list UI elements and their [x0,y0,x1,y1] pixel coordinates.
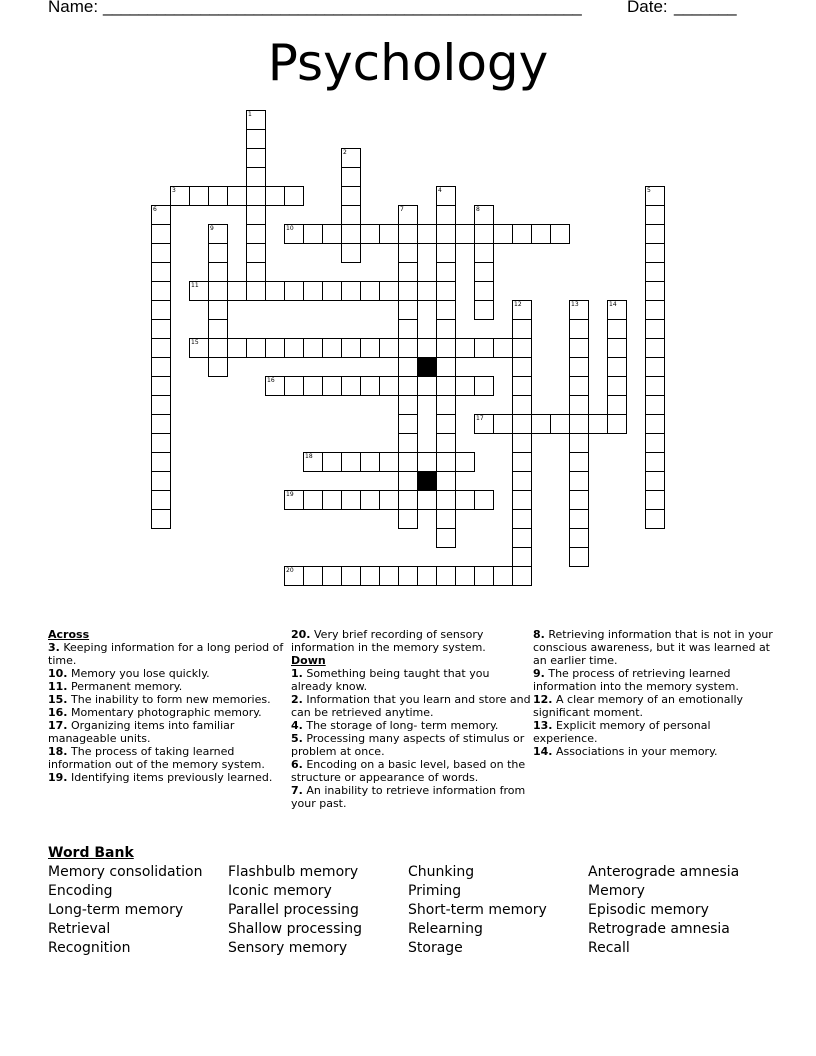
grid-cell[interactable] [246,129,266,149]
grid-cell[interactable] [151,433,171,453]
word-bank-item: Priming [408,883,462,899]
grid-cell[interactable] [436,528,456,548]
grid-cell[interactable] [493,338,513,358]
clues-column-1 [48,628,288,784]
word-bank-title: Word Bank [48,845,134,861]
cell-number-8: 8 [476,206,480,213]
grid-cell[interactable] [493,414,513,434]
grid-cell[interactable] [246,281,266,301]
grid-cell[interactable] [398,338,418,358]
name-label: Name: [48,0,99,16]
grid-cell[interactable] [474,262,494,282]
cell-number-18: 18 [305,453,313,460]
clue-down-12: 12. A clear memory of an emotionally significant moment. [533,693,744,719]
grid-cell[interactable] [436,395,456,415]
grid-cell[interactable] [474,338,494,358]
grid-cell[interactable] [455,338,475,358]
grid-cell[interactable] [512,357,532,377]
cell-number-6: 6 [153,206,157,213]
grid-cell[interactable] [227,338,247,358]
grid-cell[interactable] [341,281,361,301]
cell-number-3: 3 [172,187,176,194]
cell-number-14: 14 [609,301,617,308]
word-bank-item: Short-term memory [408,902,547,918]
word-bank-column-2 [228,863,362,958]
clue-down-13: 13. Explicit memory of personal experience. [533,719,711,745]
grid-cell[interactable] [474,566,494,586]
grid-cell[interactable] [436,471,456,491]
grid-cell[interactable] [398,566,418,586]
grid-cell[interactable] [341,205,361,225]
grid-cell[interactable] [208,262,228,282]
grid-cell[interactable] [246,243,266,263]
grid-cell[interactable] [246,262,266,282]
grid-cell[interactable] [265,281,285,301]
grid-cell[interactable] [341,490,361,510]
clue-down-2: 2. Information that you learn and store and can be retrieved anytime. [291,693,531,719]
grid-cell[interactable] [398,471,418,491]
grid-cell[interactable] [151,243,171,263]
clue-across-10: 10. Memory you lose quickly. [48,667,210,680]
grid-cell-blocked [417,471,437,491]
grid-cell[interactable] [569,338,589,358]
clue-down-5: 5. Processing many aspects of stimulus or problem at once. [291,732,525,758]
grid-cell[interactable] [645,452,665,472]
clue-across-20: 20. Very brief recording of sensory information in the memory system. [291,628,486,654]
grid-cell[interactable] [246,167,266,187]
word-bank-column-4 [588,863,739,958]
grid-cell[interactable] [512,471,532,491]
grid-cell[interactable] [512,224,532,244]
cell-number-4: 4 [438,187,442,194]
grid-cell[interactable] [398,376,418,396]
grid-cell[interactable] [607,414,627,434]
grid-cell[interactable] [569,357,589,377]
grid-cell[interactable] [417,490,437,510]
grid-cell-blocked [417,357,437,377]
clues-column-3 [533,628,773,758]
grid-cell[interactable] [341,224,361,244]
grid-cell[interactable] [322,224,342,244]
grid-cell[interactable] [474,243,494,263]
grid-cell[interactable] [569,509,589,529]
grid-cell[interactable] [151,300,171,320]
grid-cell[interactable] [569,490,589,510]
cell-number-17: 17 [476,415,484,422]
grid-cell[interactable] [569,528,589,548]
grid-cell[interactable] [398,224,418,244]
grid-cell[interactable] [512,528,532,548]
grid-cell[interactable] [436,357,456,377]
grid-cell[interactable] [436,281,456,301]
word-bank-item: Long-term memory [48,902,184,918]
cell-number-10: 10 [286,225,294,232]
grid-cell[interactable] [645,262,665,282]
grid-cell[interactable] [379,490,399,510]
grid-cell[interactable] [208,186,228,206]
grid-cell[interactable] [398,395,418,415]
grid-cell[interactable] [151,490,171,510]
grid-cell[interactable] [569,395,589,415]
grid-cell[interactable] [246,148,266,168]
grid-cell[interactable] [341,338,361,358]
grid-cell[interactable] [398,490,418,510]
clue-across-3: 3. Keeping information for a long period of time. [48,641,284,667]
grid-cell[interactable] [436,205,456,225]
clue-down-9: 9. The process of retrieving learned information into the memory system. [533,667,739,693]
grid-cell[interactable] [645,509,665,529]
grid-cell[interactable] [569,433,589,453]
grid-cell[interactable] [151,357,171,377]
grid-cell[interactable] [360,376,380,396]
grid-cell[interactable] [607,357,627,377]
grid-cell[interactable] [341,376,361,396]
grid-cell[interactable] [398,433,418,453]
page-title: Psychology [267,34,549,92]
word-bank-item: Flashbulb memory [228,864,359,880]
grid-cell[interactable] [208,300,228,320]
grid-cell[interactable] [417,452,437,472]
grid-cell[interactable] [436,319,456,339]
date-label: Date: [627,0,668,16]
cell-number-13: 13 [571,301,579,308]
grid-cell[interactable] [607,319,627,339]
grid-cell[interactable] [531,414,551,434]
grid-cell[interactable] [151,395,171,415]
grid-cell[interactable] [341,566,361,586]
grid-cell[interactable] [436,433,456,453]
grid-cell[interactable] [208,281,228,301]
grid-cell[interactable] [436,414,456,434]
cell-number-9: 9 [210,225,214,232]
grid-cell[interactable] [645,300,665,320]
grid-cell[interactable] [360,281,380,301]
word-bank-column-3 [408,863,547,958]
grid-cell[interactable] [645,490,665,510]
word-bank-item: Episodic memory [588,902,709,918]
grid-cell[interactable] [436,566,456,586]
grid-cell[interactable] [569,471,589,491]
grid-cell[interactable] [645,395,665,415]
cell-number-20: 20 [286,567,294,574]
across-header: Across [48,628,90,641]
grid-cell[interactable] [436,452,456,472]
word-bank-item: Memory [588,883,645,899]
cell-number-15: 15 [191,339,199,346]
cell-number-16: 16 [267,377,275,384]
grid-cell[interactable] [645,471,665,491]
date-field[interactable]: _______ [674,0,736,16]
name-field[interactable]: ______________________________________________________ [103,0,582,16]
grid-cell[interactable] [569,547,589,567]
grid-cell[interactable] [569,452,589,472]
grid-cell[interactable] [645,205,665,225]
grid-cell[interactable] [379,281,399,301]
grid-cell[interactable] [360,338,380,358]
grid-cell[interactable] [474,224,494,244]
grid-cell[interactable] [645,243,665,263]
grid-cell[interactable] [303,376,323,396]
grid-cell[interactable] [322,490,342,510]
cell-number-11: 11 [191,282,199,289]
grid-cell[interactable] [436,224,456,244]
word-bank-item: Iconic memory [228,883,332,899]
grid-cell[interactable] [227,186,247,206]
grid-cell[interactable] [284,338,304,358]
grid-cell[interactable] [303,338,323,358]
grid-cell[interactable] [322,566,342,586]
grid-cell[interactable] [512,395,532,415]
grid-cell[interactable] [151,376,171,396]
word-bank-item: Retrieval [48,921,111,937]
word-bank-item: Storage [408,940,463,956]
grid-cell[interactable] [436,490,456,510]
clues-column-2 [291,628,531,810]
grid-cell[interactable] [322,338,342,358]
grid-cell[interactable] [151,452,171,472]
grid-cell[interactable] [512,452,532,472]
grid-cell[interactable] [360,490,380,510]
grid-cell[interactable] [151,509,171,529]
grid-cell[interactable] [379,224,399,244]
grid-cell[interactable] [436,509,456,529]
grid-cell[interactable] [151,414,171,434]
grid-cell[interactable] [208,319,228,339]
grid-cell[interactable] [341,186,361,206]
grid-cell[interactable] [246,186,266,206]
grid-cell[interactable] [417,224,437,244]
grid-cell[interactable] [569,414,589,434]
grid-cell[interactable] [303,224,323,244]
grid-cell[interactable] [645,433,665,453]
clue-across-16: 16. Momentary photographic memory. [48,706,262,719]
grid-cell[interactable] [436,376,456,396]
grid-cell[interactable] [379,566,399,586]
grid-cell[interactable] [455,376,475,396]
grid-cell[interactable] [436,243,456,263]
grid-cell[interactable] [436,338,456,358]
word-bank-item: Memory consolidation [48,864,203,880]
grid-cell[interactable] [531,224,551,244]
grid-cell[interactable] [474,281,494,301]
cell-number-5: 5 [647,187,651,194]
grid-cell[interactable] [208,243,228,263]
grid-cell[interactable] [512,338,532,358]
grid-cell[interactable] [607,338,627,358]
clue-across-11: 11. Permanent memory. [48,680,183,693]
grid-cell[interactable] [512,566,532,586]
grid-cell[interactable] [360,224,380,244]
clue-down-4: 4. The storage of long- term memory. [291,719,499,732]
grid-cell[interactable] [398,414,418,434]
grid-cell[interactable] [322,452,342,472]
grid-cell[interactable] [398,452,418,472]
grid-cell[interactable] [569,376,589,396]
grid-cell[interactable] [303,490,323,510]
grid-cell[interactable] [208,357,228,377]
grid-cell[interactable] [455,224,475,244]
grid-cell[interactable] [341,243,361,263]
grid-cell[interactable] [322,376,342,396]
down-header: Down [291,654,326,667]
grid-cell[interactable] [569,319,589,339]
grid-cell[interactable] [379,338,399,358]
grid-cell[interactable] [398,319,418,339]
clue-down-1: 1. Something being taught that you already know. [291,667,490,693]
grid-cell[interactable] [474,300,494,320]
grid-cell[interactable] [322,281,342,301]
cell-number-2: 2 [343,149,347,156]
grid-cell[interactable] [645,357,665,377]
grid-cell[interactable] [265,186,285,206]
grid-cell[interactable] [398,357,418,377]
grid-cell[interactable] [398,509,418,529]
grid-cell[interactable] [512,319,532,339]
grid-cell[interactable] [151,262,171,282]
word-bank-item: Relearning [408,921,483,937]
grid-cell[interactable] [208,338,228,358]
clue-across-18: 18. The process of taking learned information out of the memory system. [48,745,265,771]
grid-cell[interactable] [645,376,665,396]
word-bank-item: Recall [588,940,630,956]
grid-cell[interactable] [284,376,304,396]
grid-cell[interactable] [455,452,475,472]
grid-cell[interactable] [246,338,266,358]
word-bank-item: Anterograde amnesia [588,864,740,880]
grid-cell[interactable] [360,566,380,586]
grid-cell[interactable] [550,224,570,244]
grid-cell[interactable] [246,205,266,225]
grid-cell[interactable] [645,338,665,358]
grid-cell[interactable] [151,471,171,491]
grid-cell[interactable] [645,319,665,339]
grid-cell[interactable] [645,224,665,244]
grid-cell[interactable] [341,167,361,187]
grid-cell[interactable] [398,281,418,301]
word-bank-item: Recognition [48,940,131,956]
grid-cell[interactable] [436,262,456,282]
grid-cell[interactable] [512,547,532,567]
grid-cell[interactable] [493,566,513,586]
grid-cell[interactable] [360,452,380,472]
grid-cell[interactable] [607,376,627,396]
grid-cell[interactable] [417,566,437,586]
word-bank-item: Chunking [408,864,475,880]
grid-cell[interactable] [303,566,323,586]
clue-across-17: 17. Organizing items into familiar manageable units. [48,719,235,745]
grid-cell[interactable] [474,490,494,510]
grid-cell[interactable] [246,224,266,244]
grid-cell[interactable] [284,186,304,206]
clue-down-8: 8. Retrieving information that is not in your conscious awareness, but it was learned at an earlier time. [533,628,773,667]
grid-cell[interactable] [341,452,361,472]
grid-cell[interactable] [151,319,171,339]
word-bank-item: Sensory memory [228,940,348,956]
grid-cell[interactable] [379,452,399,472]
grid-cell[interactable] [512,376,532,396]
clue-across-19: 19. Identifying items previously learned. [48,771,273,784]
grid-cell[interactable] [398,243,418,263]
grid-cell[interactable] [417,281,437,301]
grid-cell[interactable] [512,509,532,529]
grid-cell[interactable] [436,300,456,320]
clue-down-7: 7. An inability to retrieve information from your past. [291,784,526,810]
cell-number-7: 7 [400,206,404,213]
word-bank-item: Encoding [48,883,113,899]
clue-across-15: 15. The inability to form new memories. [48,693,271,706]
grid-cell[interactable] [645,414,665,434]
grid-cell[interactable] [398,300,418,320]
grid-cell[interactable] [379,376,399,396]
grid-cell[interactable] [607,395,627,415]
grid-cell[interactable] [512,490,532,510]
word-bank-column-1 [48,863,202,958]
grid-cell[interactable] [417,376,437,396]
grid-cell[interactable] [417,338,437,358]
cell-number-19: 19 [286,491,294,498]
clue-down-6: 6. Encoding on a basic level, based on the structure or appearance of words. [291,758,526,784]
grid-cell[interactable] [227,281,247,301]
grid-cell[interactable] [189,186,209,206]
clue-down-14: 14. Associations in your memory. [533,745,718,758]
grid-cell[interactable] [455,490,475,510]
word-bank-item: Parallel processing [228,902,359,918]
grid-cell[interactable] [645,281,665,301]
grid-cell[interactable] [151,338,171,358]
grid-cell[interactable] [512,414,532,434]
grid-cell[interactable] [151,224,171,244]
grid-cell[interactable] [284,281,304,301]
grid-cell[interactable] [512,433,532,453]
grid-cell[interactable] [493,224,513,244]
grid-cell[interactable] [455,566,475,586]
grid-cell[interactable] [588,414,608,434]
grid-cell[interactable] [550,414,570,434]
grid-cell[interactable] [303,281,323,301]
word-bank-item: Shallow processing [228,921,363,937]
grid-cell[interactable] [474,376,494,396]
cell-number-1: 1 [248,111,252,118]
cell-number-12: 12 [514,301,522,308]
grid-cell[interactable] [398,262,418,282]
word-bank-item: Retrograde amnesia [588,921,730,937]
grid-cell[interactable] [265,338,285,358]
grid-cell[interactable] [151,281,171,301]
